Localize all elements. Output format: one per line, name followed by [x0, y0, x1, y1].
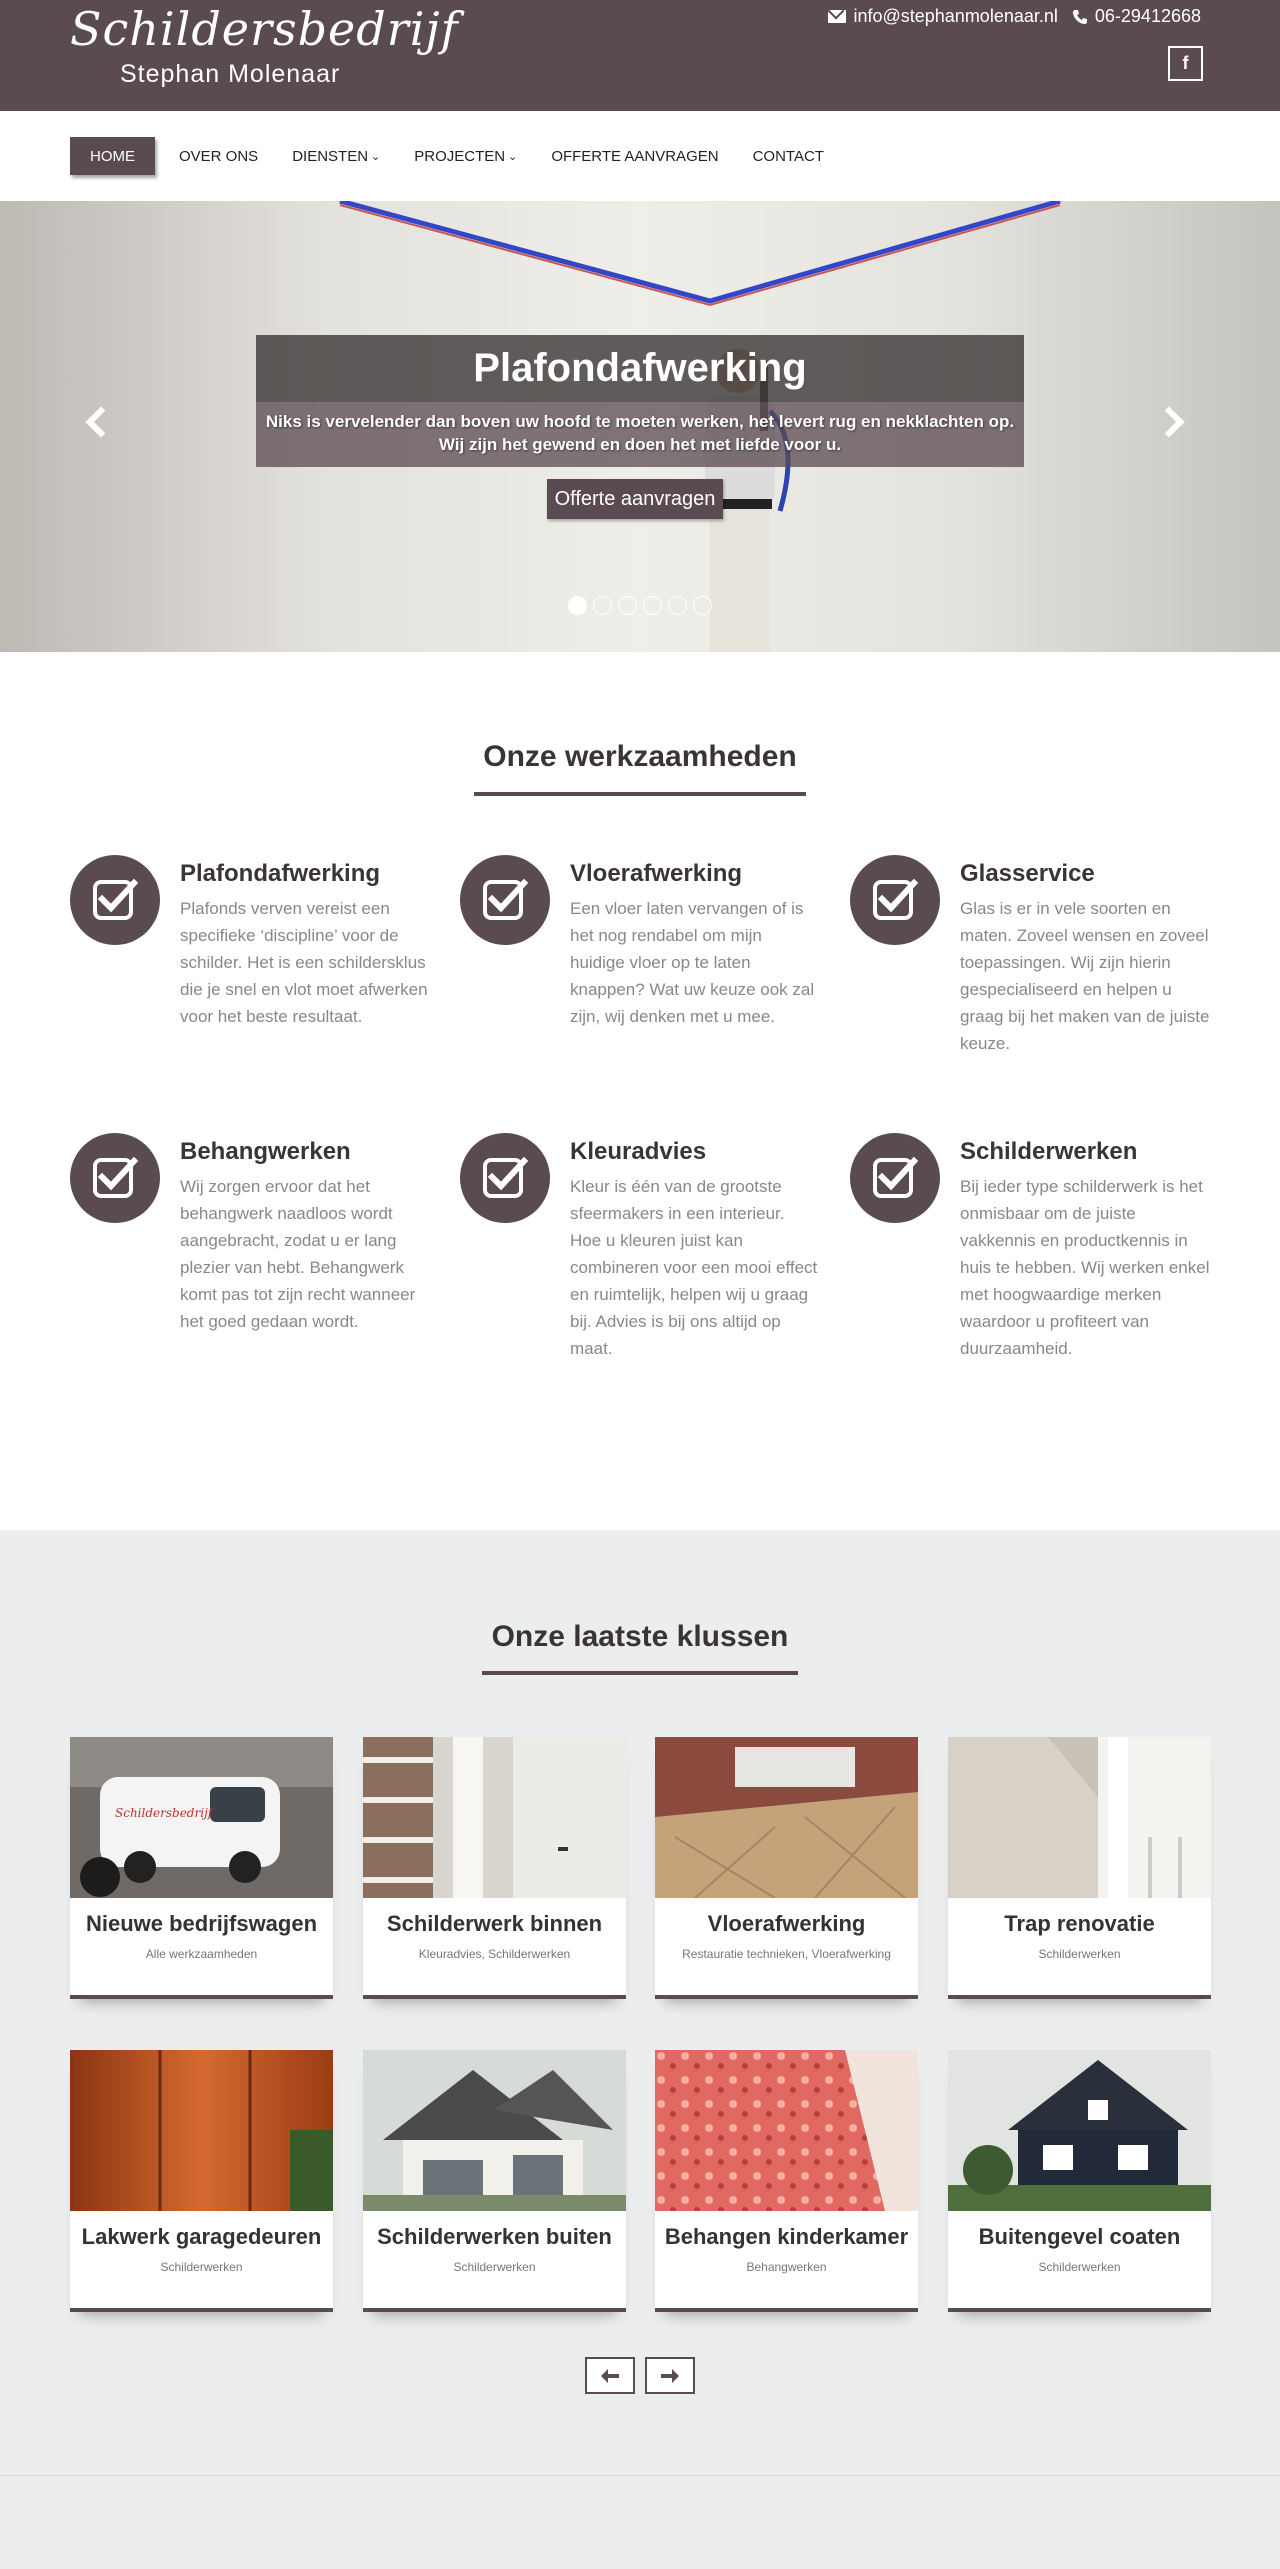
project-tags: Behangwerken: [746, 2260, 827, 2274]
slide-dot[interactable]: [693, 596, 712, 615]
project-image[interactable]: [655, 2050, 918, 2211]
service-title: Behangwerken: [180, 1138, 351, 1165]
envelope-icon: [828, 10, 846, 23]
arrow-left-icon: [600, 2368, 620, 2384]
project-card[interactable]: [948, 2050, 1211, 2312]
checkmark-icon: [70, 1133, 160, 1223]
services-title-underline: [474, 792, 806, 796]
hero-background-image: [0, 201, 1280, 321]
service-item: [850, 855, 1210, 1095]
project-card[interactable]: [70, 2050, 333, 2312]
nav-contact[interactable]: [741, 137, 836, 175]
project-title[interactable]: Schilderwerk binnen: [386, 1911, 603, 1936]
nav-label: OFFERTE AANVRAGEN: [551, 147, 719, 165]
project-card[interactable]: [363, 1737, 626, 1999]
nav-label: HOME: [90, 147, 135, 165]
project-title[interactable]: Lakwerk garagedeuren: [81, 2224, 322, 2249]
hero-slider: [0, 201, 1280, 652]
nav-label: OVER ONS: [179, 147, 259, 165]
service-text: Kleur is één van de grootste sfeermakers in een interieur. Hoe u kleuren juist kan combineren voor een mooi effect en ruimtelijk, helpen wij u graag bij. Advies is bij ons altijd op maat.: [570, 1177, 818, 1358]
nav-label: DIENSTEN: [292, 147, 369, 165]
checkmark-icon: [850, 855, 940, 945]
arrow-right-icon: [660, 2368, 680, 2384]
project-tags: Schilderwerken: [1038, 2260, 1121, 2274]
project-image[interactable]: [948, 2050, 1211, 2211]
checkmark-icon: [850, 1133, 940, 1223]
slide-dot[interactable]: [668, 596, 687, 615]
service-text: Plafonds verven vereist een specifieke ‘discipline’ voor de schilder. Het is een schildersklus die je snel en vlot moet afwerken voor het beste resultaat.: [180, 899, 428, 1026]
nav-offerte[interactable]: [539, 137, 730, 175]
slide-dot[interactable]: [568, 596, 587, 615]
service-text: Bij ieder type schilderwerk is het onmisbaar om de juiste vakkennis en productkennis in huis te hebben. Wij werken enkel met hoogwaardige merken waardoor u profiteert van duurzaamheid.: [960, 1177, 1210, 1358]
contact-info: [828, 6, 1201, 27]
facebook-icon: f: [1182, 53, 1189, 73]
project-image[interactable]: [363, 1737, 626, 1898]
phone-link[interactable]: [1072, 6, 1201, 27]
checkmark-icon: [460, 855, 550, 945]
service-text: Glas is er in vele soorten en maten. Zoveel wensen en zoveel toepassingen. Wij zijn hierin gespecialiseerd en helpen u graag bij het maken van de juiste keuze.: [960, 899, 1210, 1053]
service-text: Een vloer laten vervangen of is het nog rendabel om mijn huidige vloer op te laten knappen? Wat uw keuze ook zal zijn, wij denken met u mee.: [570, 899, 815, 1026]
chevron-down-icon: ⌄: [508, 150, 518, 163]
project-title[interactable]: Nieuwe bedrijfswagen: [85, 1911, 318, 1936]
logo-subtitle[interactable]: Stephan Molenaar: [120, 60, 341, 88]
service-item: [460, 855, 820, 1095]
chevron-down-icon: ⌄: [371, 150, 381, 163]
hero-title: Plafondafwerking: [256, 335, 1024, 402]
project-image[interactable]: [948, 1737, 1211, 1898]
checkmark-icon: [460, 1133, 550, 1223]
nav-projecten[interactable]: [402, 137, 529, 175]
projects-title: Onze laatste klussen: [491, 1620, 789, 1653]
service-item: [70, 855, 430, 1095]
checkmark-icon: [70, 855, 160, 945]
top-bar: [0, 0, 1280, 111]
project-title[interactable]: Schilderwerken buiten: [377, 2224, 612, 2249]
project-image[interactable]: [363, 2050, 626, 2211]
prev-projects-button[interactable]: [585, 2357, 635, 2394]
slide-dot[interactable]: [593, 596, 612, 615]
nav-over-ons[interactable]: [167, 137, 270, 175]
service-text: Wij zorgen ervoor dat het behangwerk naadloos wordt aangebracht, zodat u er lang plezier van hebt. Behangwerk komt pas tot zijn recht wanneer het goed gedaan wordt.: [180, 1177, 416, 1331]
svg-text:Schildersbedrijf: Schildersbedrijf: [115, 1806, 213, 1820]
phone-icon: [1072, 9, 1088, 25]
project-tags: Kleuradvies, Schilderwerken: [418, 1947, 571, 1961]
facebook-button[interactable]: [1168, 46, 1203, 81]
project-card[interactable]: [655, 1737, 918, 1999]
project-title[interactable]: Trap renovatie: [1004, 1911, 1155, 1936]
project-tags: Schilderwerken: [1038, 1947, 1121, 1961]
prev-slide-icon[interactable]: [85, 406, 116, 437]
hero-text-line: Wij zijn het gewend en doen het met liefde voor u.: [438, 435, 842, 454]
slide-dot[interactable]: [643, 596, 662, 615]
hero-text-line: Niks is vervelender dan boven uw hoofd te moeten werken, het levert rug en nekklachten op.: [265, 412, 1015, 431]
service-title: Vloerafwerking: [570, 860, 743, 887]
hero-text: [256, 402, 1024, 467]
service-title: Kleuradvies: [570, 1138, 707, 1165]
project-tags: Alle werkzaamheden: [145, 1947, 258, 1961]
service-item: [70, 1133, 430, 1373]
slide-indicators: [568, 596, 712, 615]
project-card[interactable]: [655, 2050, 918, 2312]
project-card[interactable]: [363, 2050, 626, 2312]
logo-script[interactable]: Schildersbedrijf: [70, 2, 459, 56]
nav-home[interactable]: [70, 137, 155, 175]
project-card[interactable]: [948, 1737, 1211, 1999]
project-tags: Schilderwerken: [453, 2260, 536, 2274]
projects-title-underline: [482, 1671, 798, 1675]
project-tags: Restauratie technieken, Vloerafwerking: [682, 1947, 891, 1961]
hero-caption: [256, 335, 1024, 467]
offerte-button[interactable]: Offerte aanvragen: [547, 479, 723, 519]
project-image[interactable]: [70, 1737, 333, 1898]
footer: [0, 2475, 1280, 2569]
next-slide-icon[interactable]: [1153, 406, 1184, 437]
slide-dot[interactable]: [618, 596, 637, 615]
service-title: Plafondafwerking: [180, 860, 381, 887]
project-image[interactable]: [70, 2050, 333, 2211]
project-image[interactable]: [655, 1737, 918, 1898]
project-title[interactable]: Behangen kinderkamer: [664, 2224, 909, 2249]
phone-text: 06-29412668: [1094, 6, 1201, 26]
email-link[interactable]: [828, 6, 1057, 27]
service-title: Schilderwerken: [960, 1138, 1138, 1165]
project-title[interactable]: Buitengevel coaten: [978, 2224, 1181, 2249]
nav-diensten[interactable]: [280, 137, 392, 175]
service-item: [850, 1133, 1210, 1373]
project-card[interactable]: [70, 1737, 333, 1999]
project-title[interactable]: Vloerafwerking: [707, 1911, 866, 1936]
next-projects-button[interactable]: [645, 2357, 695, 2394]
service-title: Glasservice: [960, 860, 1095, 887]
project-tags: Schilderwerken: [160, 2260, 243, 2274]
services-title: Onze werkzaamheden: [483, 740, 797, 773]
nav-label: PROJECTEN: [414, 147, 506, 165]
service-item: [460, 1133, 820, 1373]
main-nav: [0, 111, 1280, 201]
email-text: info@stephanmolenaar.nl: [853, 6, 1058, 26]
nav-label: CONTACT: [752, 147, 824, 165]
